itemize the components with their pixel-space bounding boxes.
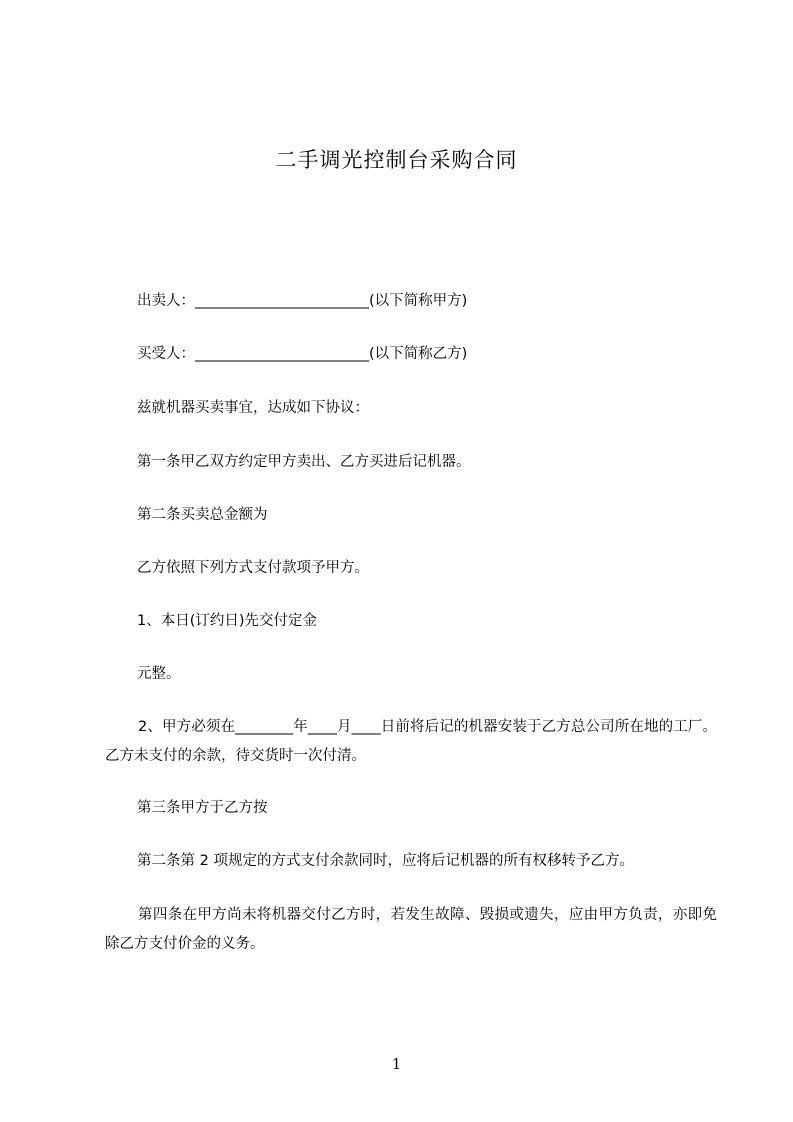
payment-method: 乙方依照下列方式支付款项予甲方。 xyxy=(137,560,369,576)
page-number: 1 xyxy=(391,1055,402,1073)
seller-line: 出卖人：________________________(以下简称甲方) xyxy=(137,293,468,309)
buyer-line: 买受人：________________________(以下简称乙方) xyxy=(137,346,468,362)
agreement-intro: 兹就机器买卖事宜，达成如下协议： xyxy=(137,400,369,416)
item-1-amount: 元整。 xyxy=(137,666,181,682)
article-3-start: 第三条甲方于乙方按 xyxy=(137,800,268,816)
item-1: 1、本日(订约日)先交付定金 xyxy=(137,613,318,629)
article-1: 第一条甲乙双方约定甲方卖出、乙方买进后记机器。 xyxy=(137,454,471,470)
item-2-paragraph: 2、甲方必须在________年____月____日前将后记的机器安装于乙方总公司所在地的工厂。乙方未支付的余款，待交货时一次付清。 xyxy=(105,719,717,764)
article-2: 第二条买卖总金额为 xyxy=(137,507,268,523)
article-4-paragraph: 第四条在甲方尚未将机器交付乙方时，若发生故障、毁损或遗失，应由甲方负责，亦即免除乙方支付价金的义务。 xyxy=(105,907,717,952)
article-3-continued: 第二条第 2 项规定的方式支付余款同时，应将后记机器的所有权移转予乙方。 xyxy=(137,853,634,869)
document-title: 二手调光控制台采购合同 xyxy=(275,148,518,172)
